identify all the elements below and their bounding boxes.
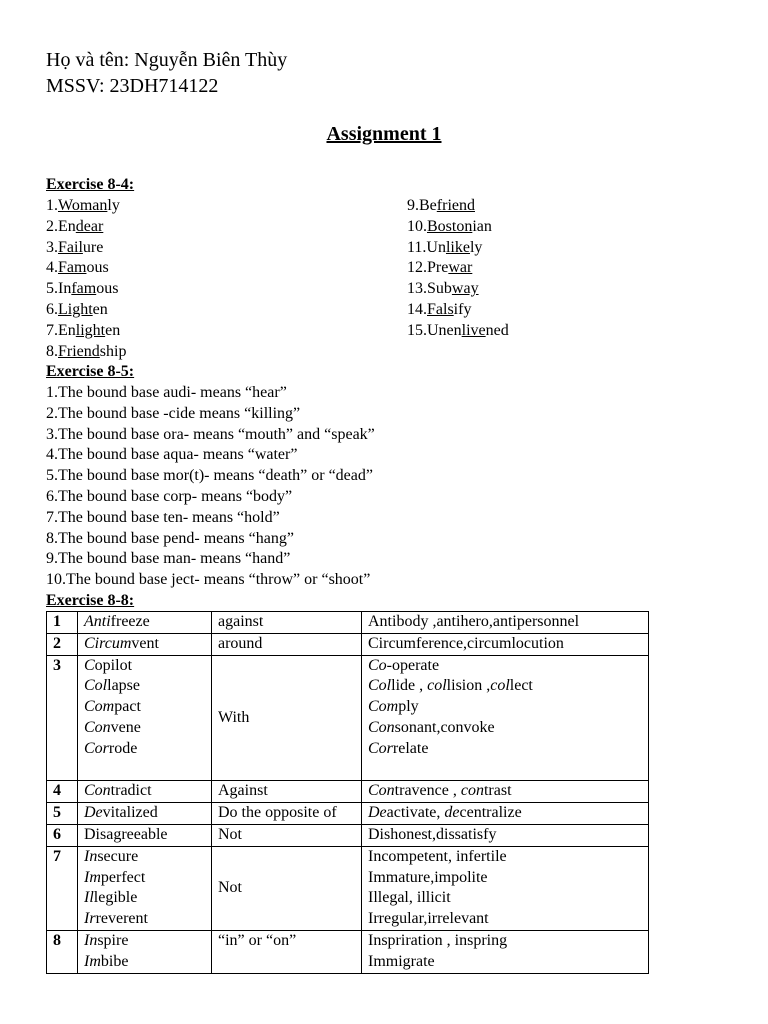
words-cell: [78, 633, 212, 655]
text-segment: ply: [398, 698, 419, 716]
text-segment: 1.: [46, 197, 58, 214]
cell-line: [84, 739, 205, 760]
italic-prefix: Con: [84, 782, 111, 800]
text-segment: spire: [97, 931, 129, 949]
examples-cell: [362, 655, 649, 781]
list-item: [46, 216, 103, 237]
underlined-base: fam: [71, 280, 97, 298]
text-segment: Immature,impolite: [368, 868, 488, 886]
list-item: 6.The bound base corp- means “body”: [46, 488, 293, 505]
text-segment: 13.Sub: [407, 280, 452, 298]
table-row: [47, 930, 649, 973]
meaning-cell: Not: [212, 824, 362, 846]
cell-line: [84, 847, 205, 868]
row-number: 7: [47, 846, 78, 930]
examples-cell: [362, 781, 649, 803]
words-cell: [78, 781, 212, 803]
table-row: [47, 612, 649, 634]
cell-line: [368, 718, 642, 739]
cell-line: [368, 781, 642, 802]
row-number: 3: [47, 655, 78, 781]
text-segment: 9.Be: [407, 197, 437, 214]
underlined-base: Fam: [58, 259, 87, 277]
italic-prefix: In: [84, 931, 98, 949]
cell-line: [368, 909, 642, 930]
text-segment: lect: [509, 677, 533, 695]
cell-line: [368, 739, 642, 760]
text-segment: ship: [99, 342, 127, 360]
italic-prefix: Im: [84, 952, 101, 970]
text-segment: en: [92, 301, 108, 318]
text-segment: 3.: [46, 238, 58, 256]
table-row: [47, 824, 649, 846]
cell-line: [84, 718, 205, 739]
examples-cell: [362, 824, 649, 846]
text-segment: ure: [82, 238, 104, 256]
text-segment: ian: [472, 217, 492, 235]
underlined-base: dear: [75, 217, 104, 235]
italic-prefix: col: [490, 677, 510, 695]
meaning-cell: Not: [212, 846, 362, 930]
cell-line: [84, 612, 205, 633]
list-item: 3.The bound base ora- means “mouth” and “speak”: [46, 425, 375, 443]
text-segment: Immigrate: [368, 952, 435, 970]
row-number: 1: [47, 612, 78, 634]
examples-cell: [362, 633, 649, 655]
examples-cell: [362, 930, 649, 973]
list-item: [407, 216, 492, 237]
page-title: Assignment 1: [326, 123, 442, 145]
italic-prefix: de: [444, 804, 460, 822]
cell-line: [84, 781, 205, 802]
cell-line: [84, 888, 205, 909]
text-segment: sonant,convoke: [394, 718, 495, 736]
text-segment: 15.Unen: [407, 321, 462, 339]
text-segment: lision ,: [446, 677, 491, 695]
text-segment: 2.En: [46, 217, 76, 235]
words-cell: [78, 655, 212, 781]
table-row: [47, 846, 649, 930]
text-segment: perfect: [100, 868, 146, 886]
text-segment: relate: [392, 739, 429, 757]
exercise-8-5-heading: Exercise 8-5:: [46, 363, 135, 380]
list-item: 10.The bound base ject- means “throw” or “shoot”: [46, 571, 371, 589]
italic-prefix: Circum: [84, 634, 132, 652]
row-number: 2: [47, 633, 78, 655]
meaning-cell: around: [212, 633, 362, 655]
exercise-8-8-table: [46, 611, 649, 974]
text-segment: rode: [108, 739, 138, 757]
list-item: 2.The bound base -cide means “killing”: [46, 404, 301, 422]
italic-prefix: Col: [84, 677, 108, 695]
text-segment: ify: [453, 301, 472, 318]
italic-prefix: Con: [84, 718, 111, 736]
italic-prefix: Com: [84, 698, 115, 716]
text-segment: ly: [469, 238, 483, 256]
list-item: [46, 320, 120, 341]
student-name: Họ và tên: Nguyễn Biên Thùy: [46, 49, 288, 71]
cell-line: [368, 825, 642, 846]
row-number: 5: [47, 803, 78, 825]
italic-prefix: Co: [368, 656, 387, 674]
text-segment: vitalized: [102, 804, 158, 822]
list-item: [46, 195, 120, 216]
list-item: 7.The bound base ten- means “hold”: [46, 508, 280, 526]
cell-line: [368, 656, 642, 677]
cell-line: [368, 847, 642, 868]
italic-prefix: Anti: [84, 613, 111, 630]
cell-line: [84, 634, 205, 655]
italic-prefix: Com: [368, 698, 399, 716]
words-cell: [78, 846, 212, 930]
italic-prefix: Il: [84, 889, 94, 907]
cell-line: [368, 676, 642, 697]
italic-prefix: Col: [368, 677, 392, 695]
row-number: 8: [47, 930, 78, 973]
underlined-base: war: [448, 259, 473, 277]
italic-prefix: Im: [84, 868, 101, 886]
list-item: [407, 299, 471, 320]
row-number: 6: [47, 824, 78, 846]
words-cell: [78, 824, 212, 846]
text-segment: bibe: [100, 952, 129, 970]
table-row: [47, 781, 649, 803]
underlined-base: Woman: [58, 197, 108, 214]
cell-line: [368, 803, 642, 824]
cell-line: [368, 931, 642, 952]
text-segment: ous: [86, 259, 109, 277]
list-item: [46, 257, 109, 278]
underlined-base: way: [451, 280, 479, 298]
text-segment: 10.: [407, 217, 427, 235]
table-row: [47, 803, 649, 825]
list-item: [407, 278, 479, 299]
text-segment: vene: [110, 718, 141, 736]
meaning-cell: Do the opposite of: [212, 803, 362, 825]
list-item: 8.The bound base pend- means “hang”: [46, 529, 294, 547]
list-item: [46, 237, 103, 258]
text-segment: Dishonest,dissatisfy: [368, 825, 497, 843]
text-segment: 14.: [407, 301, 427, 318]
cell-line: [84, 676, 205, 697]
list-item: [407, 237, 482, 258]
cell-line: [368, 868, 642, 889]
text-segment: 6.: [46, 301, 58, 318]
text-segment: en: [105, 321, 121, 339]
italic-prefix: Con: [368, 782, 395, 800]
italic-prefix: Ir: [84, 910, 96, 928]
meaning-cell: against: [212, 612, 362, 634]
italic-prefix: Cor: [368, 739, 393, 757]
underlined-base: friend: [436, 197, 475, 214]
underlined-base: Fals: [427, 301, 454, 318]
cell-line: [368, 634, 642, 655]
text-segment: 12.Pre: [407, 259, 449, 277]
text-segment: Circumference,circumlocution: [368, 634, 564, 652]
cell-line: [368, 888, 642, 909]
cell-line: [84, 825, 205, 846]
list-item: [46, 278, 118, 299]
text-segment: Disagreeable: [84, 825, 168, 843]
exercise-8-8-heading: Exercise 8-8:: [46, 592, 135, 609]
list-item: [407, 195, 475, 216]
list-item: 4.The bound base aqua- means “water”: [46, 446, 298, 464]
list-item: 1.The bound base audi- means “hear”: [46, 384, 287, 401]
italic-prefix: con: [460, 782, 484, 800]
list-item: [46, 341, 126, 362]
text-segment: reverent: [95, 910, 148, 928]
text-segment: 4.: [46, 259, 58, 277]
text-segment: 5.In: [46, 280, 72, 298]
text-segment: tradict: [110, 782, 152, 800]
row-number: 4: [47, 781, 78, 803]
italic-prefix: Con: [368, 718, 395, 736]
text-segment: Illegal, illicit: [368, 889, 451, 907]
words-cell: [78, 930, 212, 973]
cell-line: [84, 868, 205, 889]
italic-prefix: De: [84, 804, 103, 822]
underlined-base: light: [75, 321, 106, 339]
list-item: [407, 257, 472, 278]
text-segment: lapse: [107, 677, 140, 695]
cell-line: [84, 697, 205, 718]
exercise-8-4-heading: Exercise 8-4:: [46, 176, 135, 193]
examples-cell: [362, 846, 649, 930]
text-segment: activate,: [386, 804, 445, 822]
italic-prefix: col: [427, 677, 447, 695]
cell-line: [84, 909, 205, 930]
cell-line: [368, 952, 642, 973]
cell-line: [84, 656, 205, 677]
italic-prefix: C: [84, 656, 95, 674]
underlined-base: Light: [58, 301, 93, 318]
text-segment: centralize: [459, 804, 522, 822]
examples-cell: [362, 612, 649, 634]
underlined-base: like: [445, 238, 470, 256]
text-segment: Inspriration , inspring: [368, 931, 508, 949]
meaning-cell: With: [212, 655, 362, 781]
italic-prefix: In: [84, 847, 98, 865]
cell-line: [84, 952, 205, 973]
cell-line: [84, 931, 205, 952]
text-segment: vent: [131, 634, 159, 652]
underlined-base: live: [461, 321, 486, 339]
meaning-cell: Against: [212, 781, 362, 803]
words-cell: [78, 803, 212, 825]
examples-cell: [362, 803, 649, 825]
italic-prefix: De: [368, 804, 387, 822]
text-segment: trast: [483, 782, 512, 800]
cell-line: [84, 803, 205, 824]
text-segment: ous: [96, 280, 119, 298]
cell-line: [368, 697, 642, 718]
text-segment: Antibody ,antihero,antipersonnel: [368, 613, 580, 630]
list-item: [407, 320, 509, 341]
text-segment: travence ,: [394, 782, 461, 800]
text-segment: lide ,: [391, 677, 428, 695]
underlined-base: Boston: [427, 217, 473, 235]
underlined-base: Fail: [58, 238, 83, 256]
text-segment: legible: [93, 889, 138, 907]
underlined-base: Friend: [58, 342, 100, 360]
list-item: 9.The bound base man- means “hand”: [46, 550, 291, 568]
text-segment: Incompetent, infertile: [368, 847, 507, 865]
italic-prefix: Cor: [84, 739, 109, 757]
text-segment: opilot: [94, 656, 133, 674]
text-segment: freeze: [110, 613, 150, 630]
words-cell: [78, 612, 212, 634]
table-row: [47, 655, 649, 781]
text-segment: -operate: [386, 656, 440, 674]
table-row: [47, 633, 649, 655]
text-segment: Irregular,irrelevant: [368, 910, 489, 928]
text-segment: ly: [107, 197, 120, 214]
list-item: [46, 299, 108, 320]
text-segment: 11.Un: [407, 238, 446, 256]
text-segment: ned: [485, 321, 509, 339]
student-id: MSSV: 23DH714122: [46, 75, 219, 97]
list-item: 5.The bound base mor(t)- means “death” or “dead”: [46, 467, 373, 485]
cell-line: [368, 612, 642, 633]
meaning-cell: “in” or “on”: [212, 930, 362, 973]
text-segment: 7.En: [46, 321, 76, 339]
text-segment: pact: [114, 698, 141, 716]
text-segment: secure: [97, 847, 139, 865]
text-segment: 8.: [46, 342, 58, 360]
